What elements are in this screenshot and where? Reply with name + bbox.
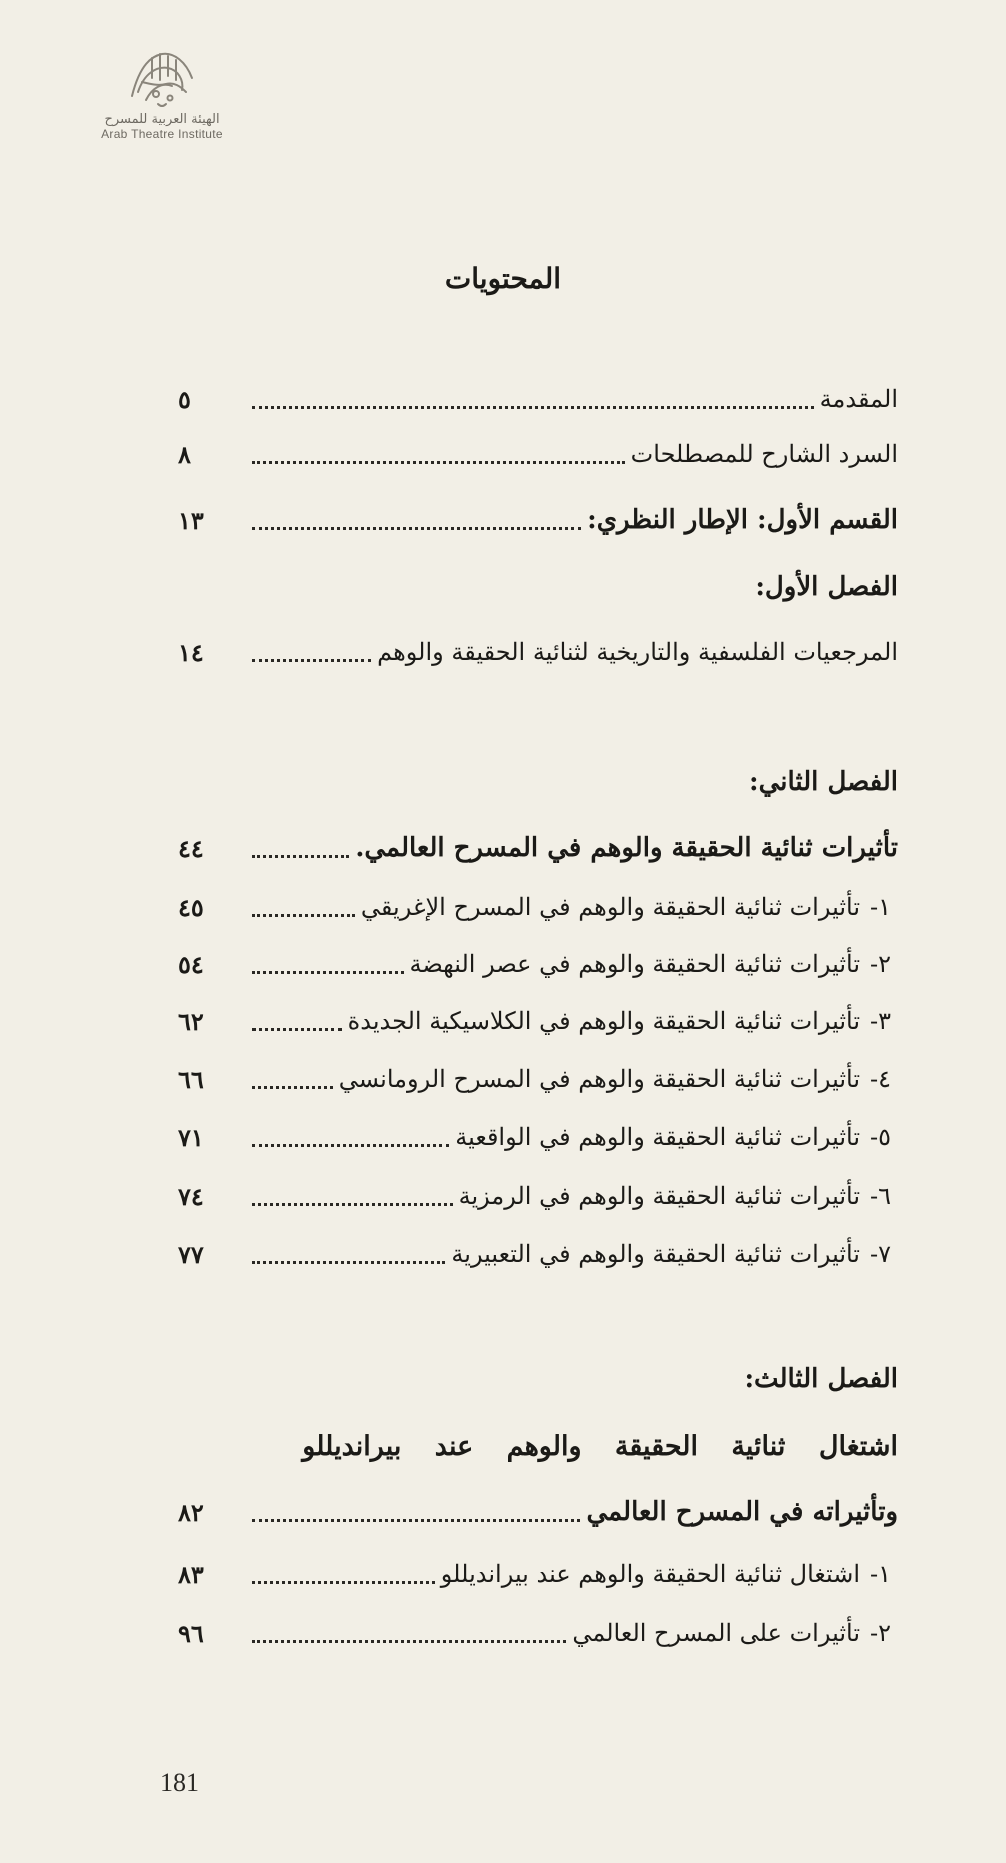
toc-entry-page: ٤٤ [178,833,204,863]
leader-dots [252,1086,333,1089]
toc-entry-label: تأثيرات ثنائية الحقيقة والوهم في عصر النهضة [409,950,860,978]
leader-dots [252,1261,445,1264]
toc-entry-page: ٧١ [178,1122,204,1152]
chapter-three-heading: الفصل الثالث: [744,1364,898,1394]
toc-entry-number: ١- [870,893,891,921]
toc-entry-label: تأثيرات ثنائية الحقيقة والوهم في المسرح العالمي. [355,833,898,863]
toc-entry-page: ٦٦ [178,1064,204,1094]
toc-subentry-symbolism [178,1174,898,1218]
toc-entry-introduction [178,377,898,421]
leader-dots [252,1028,342,1031]
toc-subentry-renaissance [178,942,898,986]
toc-entry-label: القسم الأول: الإطار النظري: [587,505,898,535]
toc-entry-page: ٩٦ [178,1618,204,1648]
logo-arabic-text: الهيئة العربية للمسرح [104,112,220,127]
toc-subentry-romantic-theatre [178,1057,898,1101]
toc-entry-number: ٢- [870,950,891,978]
toc-subentry-realism [178,1115,898,1159]
chapter-three-title-line-1: اشتغال ثنائية الحقيقة والوهم عند بيرانديللو [302,1430,898,1462]
toc-subentry-greek-theatre [178,885,898,929]
toc-entry-page: ٨ [178,439,191,469]
toc-subentry-pirandello-duality [178,1552,898,1596]
leader-dots [252,1640,566,1643]
toc-entry-label: المرجعيات الفلسفية والتاريخية لثنائية الحقيقة والوهم [377,638,898,666]
page-number: 181 [160,1768,199,1797]
calligraphy-seal-icon [122,44,202,110]
toc-entry-pirandello-influences [178,1490,898,1534]
toc-entry-label: تأثيرات ثنائية الحقيقة والوهم في المسرح الرومانسي [338,1065,860,1093]
leader-dots [252,406,814,409]
toc-entry-number: ٦- [870,1182,891,1210]
toc-entry-world-theatre-influences [178,826,898,870]
leader-dots [252,971,404,974]
toc-entry-number: ٢- [870,1619,891,1647]
toc-entry-page: ٧٤ [178,1181,204,1211]
leader-dots [252,1203,453,1206]
toc-entry-label: تأثيرات على المسرح العالمي [572,1619,860,1647]
leader-dots [252,1581,435,1584]
chapter-one-heading: الفصل الأول: [755,572,898,602]
page-title: المحتويات [444,262,562,295]
toc-entry-label: وتأثيراته في المسرح العالمي [586,1497,898,1527]
toc-entry-page: ٦٢ [178,1006,204,1036]
leader-dots [252,527,581,530]
toc-entry-number: ٣- [870,1007,891,1035]
toc-entry-page: ١٣ [178,505,204,535]
toc-subentry-expressionism [178,1232,898,1276]
toc-entry-glossary [178,432,898,476]
toc-entry-page: ٤٥ [178,892,204,922]
toc-entry-number: ٤- [870,1065,891,1093]
leader-dots [252,914,355,917]
toc-entry-number: ٧- [870,1240,891,1268]
toc-entry-page: ٥ [178,384,191,414]
toc-subentry-neoclassicism [178,999,898,1043]
leader-dots [252,1144,449,1147]
toc-entry-label: تأثيرات ثنائية الحقيقة والوهم في الواقعية [455,1123,860,1151]
leader-dots [252,1519,580,1522]
leader-dots [252,855,349,858]
toc-entry-label: السرد الشارح للمصطلحات [630,440,898,468]
toc-entry-page: ٨٢ [178,1497,204,1527]
logo-english-text: Arab Theatre Institute [101,127,223,141]
leader-dots [252,461,625,464]
toc-entry-label: تأثيرات ثنائية الحقيقة والوهم في الكلاسيكية الجديدة [347,1007,860,1035]
toc-entry-label: تأثيرات ثنائية الحقيقة والوهم في المسرح الإغريقي [360,893,860,921]
toc-entry-number: ١- [870,1560,891,1588]
toc-entry-number: ٥- [870,1123,891,1151]
toc-entry-philosophical-references [178,630,898,674]
toc-entry-page: ١٤ [178,637,204,667]
toc-entry-label: تأثيرات ثنائية الحقيقة والوهم في الرمزية [458,1182,860,1210]
toc-entry-page: ٧٧ [178,1239,204,1269]
toc-entry-label: المقدمة [819,385,898,413]
toc-entry-label: تأثيرات ثنائية الحقيقة والوهم في التعبيرية [451,1240,860,1268]
toc-entry-page: ٥٤ [178,949,204,979]
toc-subentry-world-theatre-effects [178,1611,898,1655]
toc-entry-part-one [178,498,898,542]
chapter-two-heading: الفصل الثاني: [748,767,898,797]
toc-entry-label: اشتغال ثنائية الحقيقة والوهم عند بيرانديللو [440,1560,860,1588]
publisher-logo [82,44,242,141]
toc-entry-page: ٨٣ [178,1559,204,1589]
leader-dots [252,659,371,662]
